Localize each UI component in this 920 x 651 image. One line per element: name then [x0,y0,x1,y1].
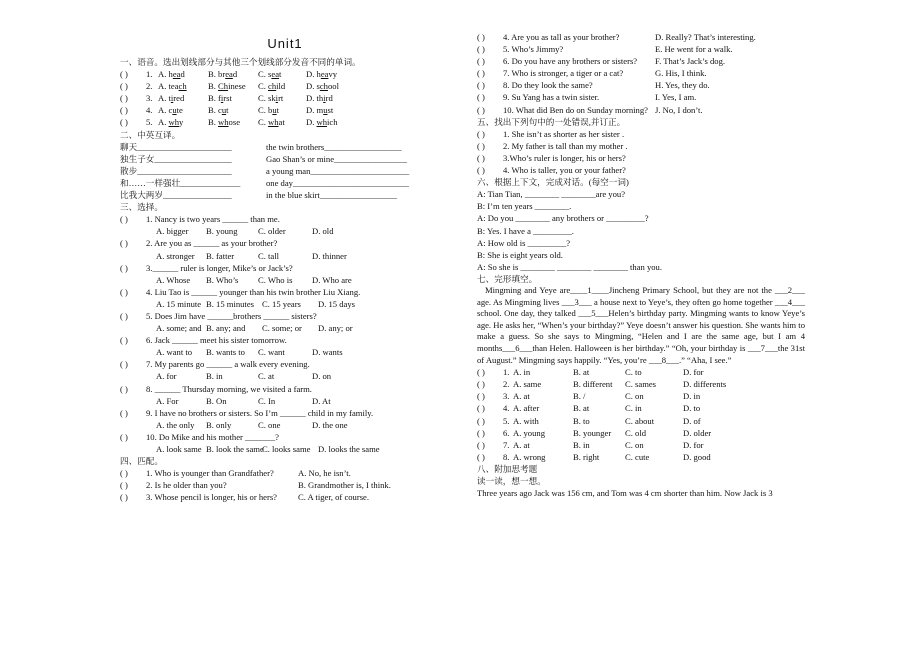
matching-question: 8. Do they look the same? [503,80,593,91]
underlined-letters: wh [218,117,229,128]
choice-option: B. wants to [206,347,245,358]
translation-row [120,153,450,165]
choice-option: C. older [258,226,286,237]
translation-item-english: in the blue skirt__________________ [266,190,398,201]
answer-paren: ( ) [120,310,128,321]
cloze-option: B. at [573,403,590,414]
left-column [120,36,450,503]
matching-question: 4. Are you as tall as your brother? [503,32,620,42]
choice-options [120,419,450,431]
answer-paren: ( ) [120,214,128,225]
dialogue-line: A: Tian Tian, ________ ________are you? [477,189,626,200]
question-number: 1. [146,69,153,80]
underlined-letters: wh [168,117,180,128]
matching-answer: J. No, I don’t. [655,104,703,115]
cloze-option: A. young [513,427,545,438]
matching-row [477,43,805,55]
underlined-letters: ea [320,69,329,80]
matching-answer: I. Yes, I am. [655,92,697,103]
choice-option: C. Who is [258,274,293,285]
section-choice [120,213,450,455]
question-number: 3. [146,93,153,104]
choice-options [120,298,450,310]
error-sentence: 3.Who’s ruler is longer, his or hers? [503,152,626,163]
choice-option: C. tall [258,250,280,261]
phonics-row [120,116,450,128]
underlined-letters: ch [268,81,277,92]
translation-item-english: a young man_______________________ [266,165,410,176]
section-translation-heading: 二、中英互译。 [120,129,181,140]
matching-answer: F. That’s Jack’s dog. [655,56,726,67]
translation-item-english: Gao Shan’s or mine_________________ [266,153,408,164]
underlined-letters: wh [268,117,279,128]
translation-item-chinese: 比我大两岁________________ [120,190,232,201]
matching-row [477,67,805,79]
phonics-option: B. bread [208,69,238,80]
answer-paren: ( ) [120,383,128,394]
answer-paren: ( ) [477,44,485,55]
question-number: 1. [503,367,510,378]
underlined-letters: ch [178,81,187,92]
answer-paren: ( ) [477,451,485,462]
answer-paren: ( ) [477,415,485,426]
cloze-passage: Mingming and Yeye are____1____Jincheng Primary School, but they are not the ___2___ age. As Mingming lives ___3___ a house next to Yeye’s, they often go home together ___4___ school. One day, they talked ___5___Helen’s birthday party. Mingming wants to know Yeye’s age. He asks her, “When’s your birthday?” Yeye doesn’t answer his question. She wants him to make a guess. So she says to Mingming, “Helen and I are the same age, but I am 4 months___6___than Helen. Halloween is her birthday.” “Oh, your birthday is ___7___the 31st of August.” Mingming says happily. “Yes, you’re ___8___.” “Aha, I see.” [477,284,805,365]
answer-paren: ( ) [120,262,128,273]
bonus-text: Three years ago Jack was 156 cm, and Tom was 4 cm shorter than him. Now Jack is 3 [477,488,773,499]
cloze-option: A. at [513,439,530,450]
cloze-option: D. of [683,415,701,426]
dialogue-line: A: So she is ________ ________ ________ than you. [477,261,663,272]
error-row [477,152,805,164]
error-sentence: 1. She isn’t as shorter as her sister . [503,128,625,139]
choice-option: A. the only [156,419,195,430]
choice-option: B. fatter [206,250,235,261]
choice-option: B. On [206,395,227,406]
choice-option: D. on [312,371,332,382]
choice-option: C. looks same [262,444,311,454]
question-number: 3. [503,391,510,402]
phonics-option: C. seat [258,69,282,80]
matching-answer: C. A tiger, of course. [298,492,370,503]
answer-paren: ( ) [120,480,128,491]
matching-row [477,31,805,43]
matching-answer: E. He went for a walk. [655,44,733,55]
answer-paren: ( ) [477,379,485,390]
section-matching-heading: 四、匹配。 [120,456,163,467]
underlined-letters: i [323,93,326,104]
answer-paren: ( ) [477,140,485,151]
answer-paren: ( ) [120,335,128,346]
error-sentence: 2. My father is tall than my mother . [503,140,628,151]
answer-paren: ( ) [120,93,128,104]
underlined-letters: i [275,93,279,104]
cloze-option: C. sames [625,379,657,390]
choice-option: A. bigger [156,226,189,237]
matching-answer: D. Really? That’s interesting. [655,32,756,42]
cloze-option: D. in [683,391,701,402]
answer-paren: ( ) [120,238,128,249]
question-number: 5. [146,117,153,128]
cloze-option: D. older [683,427,712,438]
translation-item-chinese: 散步______________________ [120,165,232,176]
section-phonics-heading: 一、语音。选出划线部分与其他三个划线部分发音不同的单词。 [120,57,361,67]
choice-question [120,237,450,249]
phonics-option: D. which [306,117,338,128]
cloze-option-row [477,402,805,414]
bonus-subheading: 读一读，想一想。 [477,475,546,486]
choice-option: A. for [156,371,177,382]
choice-option: A. want to [156,347,193,358]
cloze-option: D. for [683,439,704,450]
section-translation [120,141,450,201]
dialogue-line: B: Yes. I have a _________. [477,225,574,236]
cloze-option: B. different [573,379,613,390]
choice-option: D. 15 days [318,298,355,309]
choice-option: A. some; and [156,323,202,334]
phonics-option: A. teach [158,81,187,92]
choice-options [120,250,450,262]
choice-option: B. any; and [206,323,246,334]
phonics-option: C. skirt [258,93,284,104]
question-number: 4. [503,403,510,414]
section-bonus-heading: 八、附加思考题 [477,463,538,474]
answer-paren: ( ) [120,359,128,370]
underlined-letters: Ch [218,81,229,92]
section-matching [120,467,450,503]
question-text: 3.______ ruler is longer, Mike’s or Jack’s? [146,262,293,273]
error-row [477,164,805,176]
cloze-option-row [477,390,805,402]
answer-paren: ( ) [120,492,128,503]
choice-option: A. For [156,395,179,406]
question-text: 4. Liu Tao is ______ younger than his twin brother Liu Xiang. [146,286,361,297]
matching-answer: H. Yes, they do. [655,80,710,91]
answer-paren: ( ) [477,80,485,91]
answer-paren: ( ) [120,407,128,418]
choice-option: B. Who’s [206,274,239,285]
choice-option: C. one [258,419,281,430]
answer-paren: ( ) [477,367,485,378]
cloze-option-row [477,439,805,451]
answer-paren: ( ) [477,128,485,139]
underlined-letters: i [220,93,224,104]
translation-item-english: the twin brothers__________________ [266,141,402,152]
answer-paren: ( ) [477,104,485,115]
underlined-letters: u [172,105,177,116]
answer-paren: ( ) [477,427,485,438]
choice-option: D. old [312,226,334,237]
choice-question [120,358,450,370]
answer-paren: ( ) [120,286,128,297]
choice-options [120,322,450,334]
section-choice-heading: 三、选择。 [120,202,163,213]
cloze-option: C. to [625,367,642,378]
answer-paren: ( ) [477,165,485,176]
question-text: 9. I have no brothers or sisters. So I’m ______ child in my family. [146,407,374,418]
matching-row [477,79,805,91]
choice-question [120,262,450,274]
cloze-option: B. younger [573,427,612,438]
question-number: 6. [503,427,510,438]
phonics-row [120,92,450,104]
underlined-letters: ea [225,69,233,80]
choice-options [120,370,450,382]
choice-option: D. Who are [312,274,352,285]
cloze-option: A. in [513,367,531,378]
error-sentence: 4. Who is taller, you or your father? [503,165,626,176]
matching-question: 2. Is he older than you? [146,480,227,491]
cloze-option: A. at [513,391,530,402]
answer-paren: ( ) [477,439,485,450]
underlined-letters: i [170,93,174,104]
answer-paren: ( ) [477,152,485,163]
answer-paren: ( ) [120,468,128,479]
dialogue-line: B: She is eight years old. [477,249,563,260]
translation-item-chinese: 聊天______________________ [120,141,232,152]
cloze-option: D. good [683,451,711,462]
answer-paren: ( ) [120,81,128,92]
section-dialogue [477,188,805,273]
matching-answer: A. No, he isn’t. [298,468,351,479]
cloze-option: C. cute [625,451,650,462]
choice-option: C. 15 years [262,298,301,309]
cloze-option-row [477,366,805,378]
phonics-option: D. heavy [306,69,338,80]
phonics-option: C. child [258,81,286,92]
underlined-letters: ea [172,69,181,80]
cloze-option: B. at [573,367,590,378]
cloze-option: B. / [573,391,586,402]
matching-question: 9. Su Yang has a twin sister. [503,92,600,103]
question-number: 5. [503,415,510,426]
choice-option: A. stronger [156,250,195,261]
phonics-option: B. first [208,93,232,104]
translation-item-chinese: 独生子女__________________ [120,153,232,164]
choice-question [120,286,450,298]
phonics-option: D. must [306,105,334,116]
matching-question: 1. Who is younger than Grandfather? [146,468,274,479]
choice-option: C. some; or [262,323,302,334]
answer-paren: ( ) [477,56,485,67]
choice-question [120,407,450,419]
cloze-option: A. with [513,415,539,426]
choice-option: D. thinner [312,250,347,261]
question-number: 2. [503,379,510,390]
choice-option: D. the one [312,419,348,430]
matching-question: 7. Who is stronger, a tiger or a cat? [503,68,624,79]
answer-paren: ( ) [120,105,128,116]
cloze-option: D. for [683,367,704,378]
answer-paren: ( ) [477,403,485,414]
cloze-option-row [477,378,805,390]
phonics-option: C. but [258,105,280,116]
choice-option: A. 15 minute [156,298,202,309]
phonics-row [120,104,450,116]
choice-question [120,310,450,322]
choice-option: D. wants [312,347,343,358]
error-row [477,128,805,140]
matching-question: 6. Do you have any brothers or sisters? [503,56,638,67]
translation-item-english: one day___________________________ [266,177,409,188]
dialogue-line: A: Do you ________ any brothers or _________? [477,213,649,224]
answer-paren: ( ) [477,391,485,402]
choice-question [120,383,450,395]
underlined-letters: u [323,105,328,116]
phonics-option: B. whose [208,117,241,128]
page-title: Unit1 [267,36,303,51]
choice-option: C. In [258,395,276,406]
translation-row [120,165,450,177]
phonics-option: D. third [306,93,333,104]
question-text: 10. Do Mike and his mother _______? [146,431,279,442]
underlined-letters: ch [319,81,328,92]
section-cloze-options [477,366,805,463]
matching-question: 5. Who’s Jimmy? [503,44,564,55]
question-text: 8. ______ Thursday morning, we visited a farm. [146,383,312,394]
cloze-option: D. to [683,403,701,414]
phonics-option: A. tired [158,93,185,104]
matching-row [477,104,805,116]
underlined-letters: u [221,105,227,116]
matching-row [120,479,450,491]
phonics-option: A. cute [158,105,183,116]
matching-row [477,55,805,67]
choice-option: C. at [258,371,275,382]
cloze-option: A. same [513,379,542,390]
translation-row [120,177,450,189]
phonics-option: D. school [306,81,339,92]
choice-option: D. looks the same [318,444,380,454]
choice-options [120,443,450,455]
section-error-correction [477,128,805,176]
section-cloze-heading: 七、完形填空。 [477,273,538,284]
choice-question [120,431,450,443]
choice-option: B. in [206,371,223,382]
dialogue-line: B: I’m ten years ________. [477,201,572,212]
choice-options [120,274,450,286]
choice-question [120,213,450,225]
question-text: 6. Jack ______ meet his sister tomorrow. [146,335,287,346]
cloze-option: A. after [513,403,540,414]
cloze-option: D. differents [683,379,727,390]
translation-row [120,141,450,153]
phonics-row [120,68,450,80]
cloze-option-row [477,427,805,439]
choice-option: D. At [312,395,331,406]
choice-option: B. only [206,419,232,430]
choice-option: B. young [206,226,238,237]
section-error-correction-heading: 五、找出下列句中的一处错误,并订正。 [477,116,626,127]
choice-options [120,395,450,407]
error-row [477,140,805,152]
cloze-option: C. about [625,415,655,426]
translation-row [120,189,450,201]
cloze-option: C. in [625,403,642,414]
choice-option: A. Whose [156,274,191,285]
answer-paren: ( ) [477,32,485,42]
answer-paren: ( ) [477,92,485,103]
section-phonics [120,68,450,128]
section-matching-continued [477,31,805,116]
question-number: 7. [503,439,510,450]
phonics-option: B. Chinese [208,81,246,92]
underlined-letters: u [272,105,277,116]
cloze-option: C. old [625,427,647,438]
matching-question: 10. What did Ben do on Sunday morning? [503,104,648,115]
choice-option: C. want [258,347,285,358]
choice-question [120,334,450,346]
translation-item-chinese: 和……一样强壮______________ [120,177,241,188]
cloze-option: B. right [573,451,600,462]
phonics-option: A. why [158,117,184,128]
answer-paren: ( ) [477,68,485,79]
cloze-option: B. in [573,439,590,450]
question-text: 2. Are you as ______ as your brother? [146,238,278,249]
choice-options [120,346,450,358]
dialogue-line: A: How old is _________? [477,237,571,248]
question-number: 4. [146,105,153,116]
underlined-letters: wh [316,117,328,128]
right-column [477,31,805,499]
cloze-option-row [477,451,805,463]
question-number: 2. [146,81,153,92]
question-text: 5. Does Jim have ______brothers ______ sisters? [146,310,317,321]
choice-option: B. 15 minutes [206,298,254,309]
answer-paren: ( ) [120,431,128,442]
phonics-option: C. what [258,117,285,128]
matching-answer: G. His, I think. [655,68,707,79]
matching-row [120,467,450,479]
cloze-option-row [477,415,805,427]
cloze-option: C. on [625,391,644,402]
choice-option: B. look the same [206,444,264,454]
cloze-option: C. on [625,439,644,450]
matching-answer: B. Grandmother is, I think. [298,480,391,491]
matching-row [120,491,450,503]
answer-paren: ( ) [120,69,128,80]
choice-option: A. look same [156,444,202,454]
question-text: 7. My parents go ______ a walk every evening. [146,359,310,370]
phonics-row [120,80,450,92]
underlined-letters: ea [271,69,280,80]
section-dialogue-heading: 六、根据上下文，完成对话。(每空一词) [477,177,629,188]
question-text: 1. Nancy is two years ______ than me. [146,214,280,225]
matching-question: 3. Whose pencil is longer, his or hers? [146,492,277,503]
cloze-option: B. to [573,415,590,426]
phonics-option: B. cut [208,105,229,116]
answer-paren: ( ) [120,117,128,128]
choice-option: D. any; or [318,323,353,334]
question-number: 8. [503,451,510,462]
phonics-option: A. head [158,69,185,80]
choice-options [120,225,450,237]
matching-row [477,91,805,103]
cloze-option: A. wrong [513,451,546,462]
